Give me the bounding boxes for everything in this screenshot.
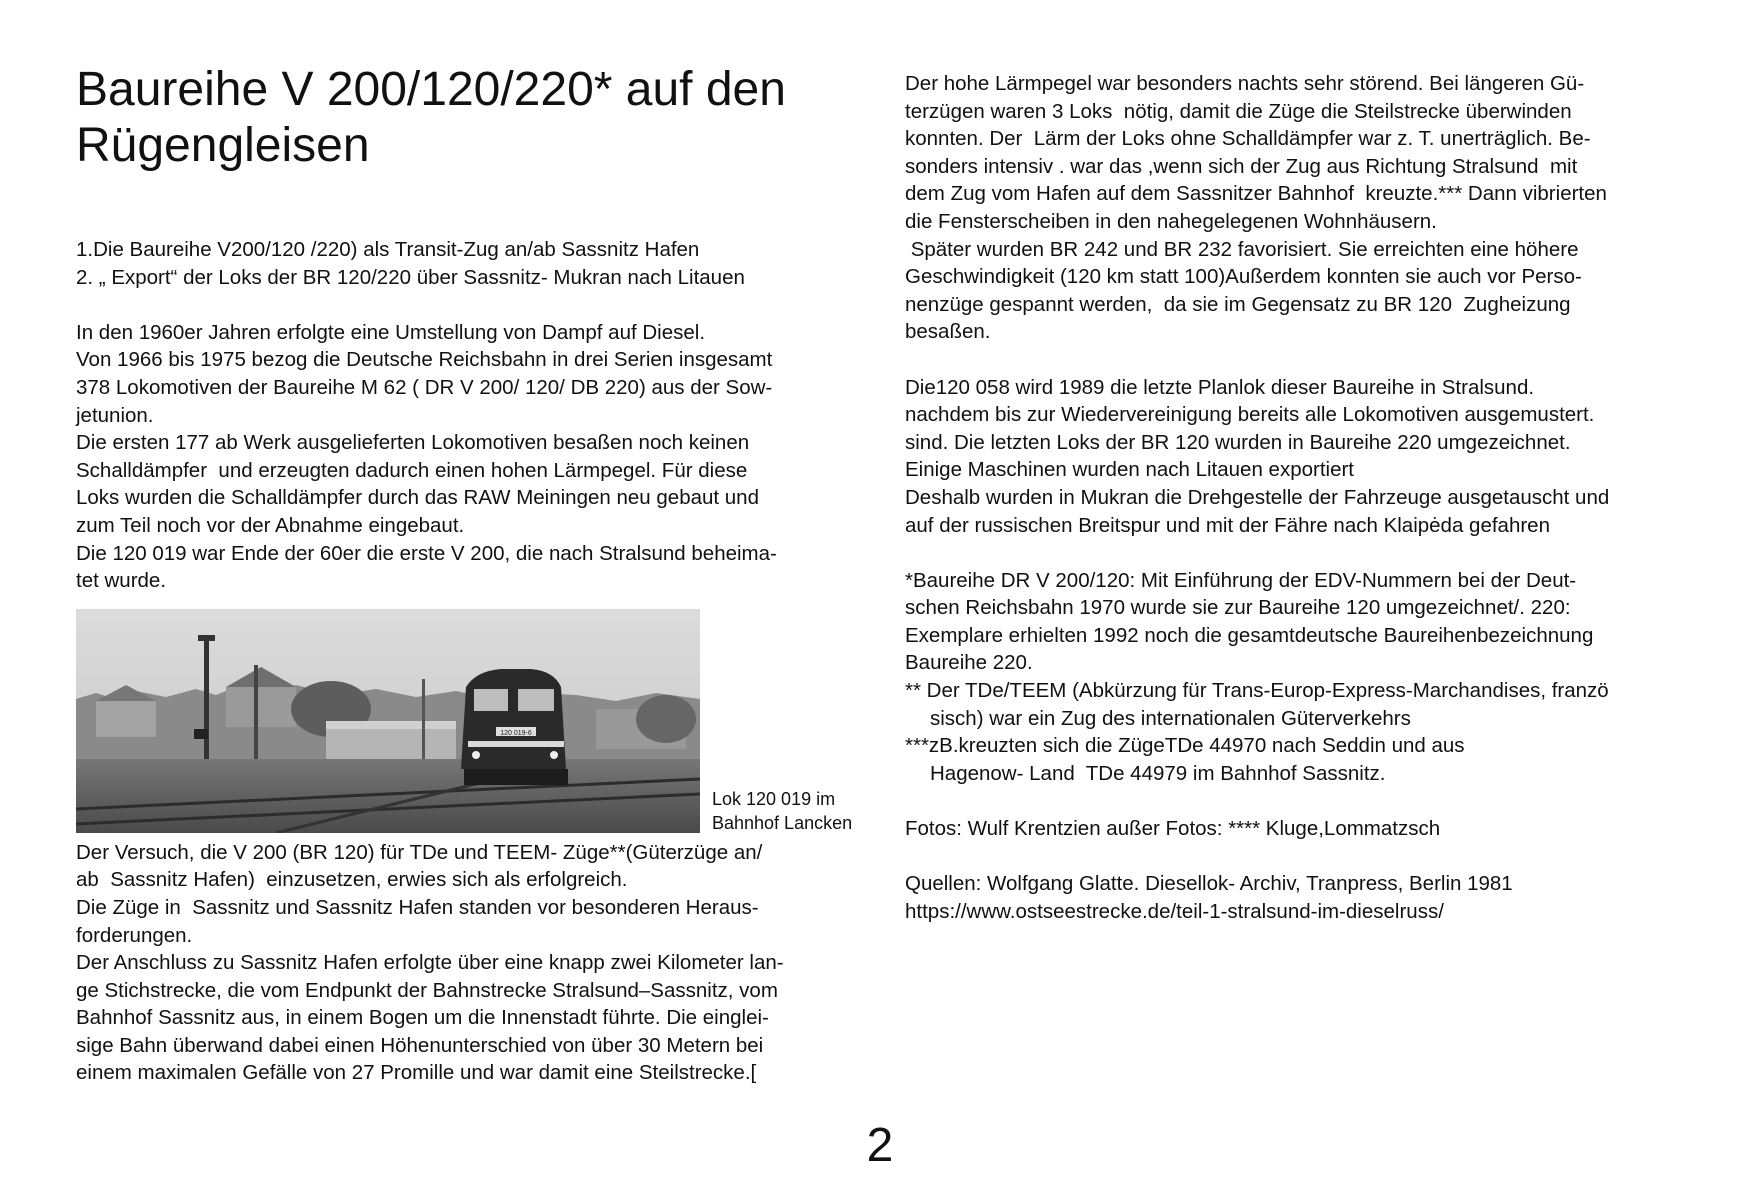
caption-line: Lok 120 019 im: [712, 788, 836, 809]
page-number: 2: [866, 1119, 894, 1172]
footnote-line: ** Der TDe/TEEM (Abkürzung für Trans-Europ-Express-Marchandises, franzö: [905, 679, 1609, 703]
text-line: Von 1966 bis 1975 bezog die Deutsche Reichsbahn in drei Serien insgesamt: [76, 348, 773, 372]
text-line: konnten. Der Lärm der Loks ohne Schalldämpfer war z. T. unerträglich. Be-: [905, 127, 1591, 151]
text-line: besaßen.: [905, 320, 991, 344]
right-column: [905, 70, 1715, 925]
text-line: Der Anschluss zu Sassnitz Hafen erfolgte über eine knapp zwei Kilometer lan-: [76, 951, 784, 975]
footnote-line: *Baureihe DR V 200/120: Mit Einführung der EDV-Nummern bei der Deut-: [905, 568, 1577, 592]
text-line: jetunion.: [76, 403, 154, 427]
caption-line: Bahnhof Lancken: [712, 812, 853, 833]
text-line: auf der russischen Breitspur und mit der Fähre nach Klaipėda gefahren: [905, 513, 1550, 537]
text-line: Deshalb wurden in Mukran die Drehgestelle der Fahrzeuge ausgetauscht und: [905, 485, 1610, 509]
operations-paragraph: [76, 839, 876, 1087]
footnote-line: sisch) war ein Zug des internationalen Güterverkehrs: [930, 706, 1411, 730]
spacer: [905, 843, 1715, 871]
spacer: [76, 291, 876, 319]
text-line: Loks wurden die Schalldämpfer durch das RAW Meiningen neu gebaut und: [76, 486, 759, 510]
text-line: die Fensterscheiben in den nahegelegenen Wohnhäusern.: [905, 209, 1437, 233]
text-line: In den 1960er Jahren erfolgte eine Umstellung von Dampf auf Diesel.: [76, 320, 706, 344]
text-line: Die 120 019 war Ende der 60er die erste V 200, die nach Stralsund beheima-: [76, 541, 777, 565]
text-line: terzügen waren 3 Loks nötig, damit die Züge die Steilstrecke überwinden: [905, 99, 1572, 123]
footnote-line: Exemplare erhielten 1992 noch die gesamtdeutsche Baureihenbezeichnung: [905, 623, 1594, 647]
footnote-line: Baureihe 220.: [905, 651, 1033, 675]
text-line: ab Sassnitz Hafen) einzusetzen, erwies sich als erfolgreich.: [76, 868, 628, 892]
source-line: Quellen: Wolfgang Glatte. Diesellok- Archiv, Tranpress, Berlin 1981: [905, 872, 1513, 896]
text-line: Der hohe Lärmpegel war besonders nachts sehr störend. Bei längeren Gü-: [905, 72, 1585, 95]
spacer: [905, 539, 1715, 567]
footnote-line: ***zB.kreuzten sich die ZügeTDe 44970 nach Seddin und aus: [905, 734, 1465, 758]
locomotive-illustration: [76, 609, 700, 833]
title-line-2: Rügengleisen: [76, 119, 370, 172]
list-item: 1.Die Baureihe V200/120 /220) als Transit-Zug an/ab Sassnitz Hafen: [76, 238, 700, 261]
title-line-1: Baureihe V 200/120/220* auf den: [76, 63, 786, 116]
text-line: nachdem bis zur Wiedervereinigung bereits alle Lokomotiven ausgemustert.: [905, 403, 1595, 427]
text-line: Die Züge in Sassnitz und Sassnitz Hafen standen vor besonderen Heraus-: [76, 895, 759, 919]
text-line: sonders intensiv . war das ,wenn sich der Zug aus Richtung Stralsund mit: [905, 154, 1578, 178]
spacer: [905, 787, 1715, 815]
footnote-line: Hagenow- Land TDe 44979 im Bahnhof Sassnitz.: [930, 761, 1386, 785]
footnote-line: schen Reichsbahn 1970 wurde sie zur Baureihe 120 umgezeichnet/. 220:: [905, 596, 1571, 620]
sources: [905, 870, 1715, 925]
text-line: forderungen.: [76, 923, 193, 947]
text-line: Geschwindigkeit (120 km statt 100)Außerdem konnten sie auch vor Perso-: [905, 265, 1582, 289]
footnotes: [905, 567, 1715, 788]
locomotive-photo: [76, 609, 700, 833]
noise-paragraph: [905, 70, 1715, 346]
text-line: sind. Die letzten Loks der BR 120 wurden in Baureihe 220 umgezeichnet.: [905, 430, 1571, 454]
text-line: Der Versuch, die V 200 (BR 120) für TDe und TEEM- Züge**(Güterzüge an/: [76, 840, 763, 864]
spacer: [905, 346, 1715, 374]
photo-caption: [712, 787, 882, 835]
list-item: 2. „ Export“ der Loks der BR 120/220 über Sassnitz- Mukran nach Litauen: [76, 265, 745, 289]
text-line: dem Zug vom Hafen auf dem Sassnitzer Bahnhof kreuzte.*** Dann vibrierten: [905, 182, 1607, 206]
text-line: Später wurden BR 242 und BR 232 favorisiert. Sie erreichten eine höhere: [905, 237, 1579, 261]
text-line: tet wurde.: [76, 569, 167, 593]
text-line: Einige Maschinen wurden nach Litauen exportiert: [905, 458, 1354, 482]
left-column: [76, 62, 876, 1087]
text-line: einem maximalen Gefälle von 27 Promille und war damit eine Steilstrecke.[: [76, 1061, 757, 1085]
text-line: ge Stichstrecke, die vom Endpunkt der Bahnstrecke Stralsund–Sassnitz, vom: [76, 978, 778, 1002]
text-line: 378 Lokomotiven der Baureihe M 62 ( DR V 200/ 120/ DB 220) aus der Sow-: [76, 375, 773, 399]
text-line: Schalldämpfer und erzeugten dadurch einen hohen Lärmpegel. Für diese: [76, 458, 748, 482]
text-line: Bahnhof Sassnitz aus, in einem Bogen um die Innenstadt führte. Die eingleі-: [76, 1006, 769, 1030]
topics-list: [76, 236, 876, 291]
text-line: zum Teil noch vor der Abnahme eingebaut.: [76, 513, 465, 537]
page-title: [76, 62, 876, 174]
retirement-paragraph: [905, 374, 1715, 540]
source-url[interactable]: https://www.ostseestrecke.de/teil-1-stralsund-im-dieselruss/: [905, 899, 1444, 923]
text-line: Die120 058 wird 1989 die letzte Planlok dieser Baureihe in Stralsund.: [905, 375, 1535, 399]
text-line: Die ersten 177 ab Werk ausgelieferten Lokomotiven besaßen noch keinen: [76, 431, 750, 455]
intro-paragraph: [76, 319, 876, 595]
text-line: sige Bahn überwand dabei einen Höhenunterschied von über 30 Metern bei: [76, 1033, 764, 1057]
text-line: nenzüge gespannt werden, da sie im Gegensatz zu BR 120 Zugheizung: [905, 292, 1571, 316]
photo-block: [76, 609, 876, 835]
locomotive-number-plate: 120 019-6: [500, 729, 532, 737]
photo-credits: Fotos: Wulf Krentzien außer Fotos: **** Kluge,Lommatzsch: [905, 817, 1441, 841]
